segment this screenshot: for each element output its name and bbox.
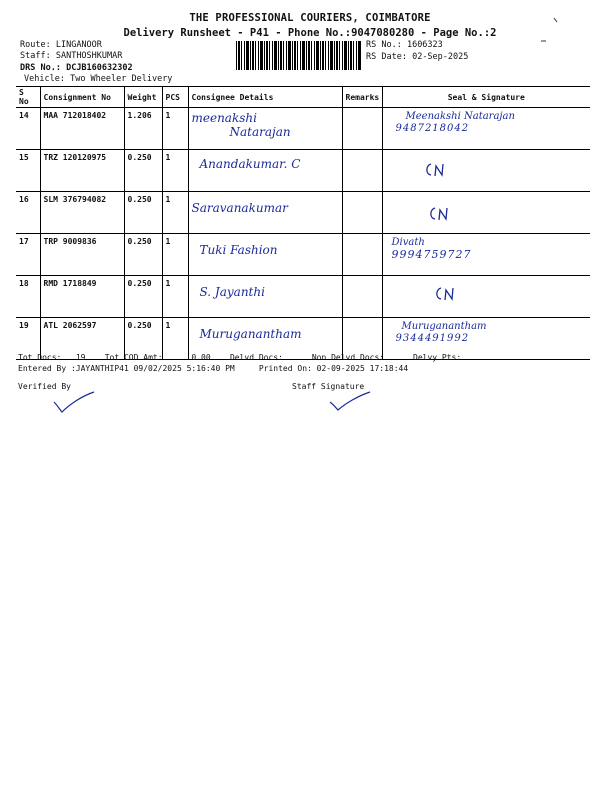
signature-phone: 9344491992 (395, 333, 470, 344)
scan-mark-icon (540, 38, 548, 44)
signature-handwriting: Muruganantham (401, 321, 487, 332)
signature-handwriting: Meenakshi Natarajan (405, 111, 515, 122)
tot-cod-label: Tot COD Amt: (104, 353, 163, 362)
rs-date-value: 02-Sep-2025 (412, 52, 469, 62)
consignee-handwriting: meenakshi (191, 111, 257, 125)
sno-cell: 17 (16, 234, 40, 276)
document-subtitle: Delivery Runsheet - P41 - Phone No.:9047080280 - Page No.:2 (123, 27, 497, 39)
printed-on-label: Printed On: (258, 364, 312, 373)
weight-cell: 0.250 (124, 276, 162, 318)
table-row (16, 234, 590, 276)
route-value: LINGANOOR (55, 40, 102, 50)
entered-by-label: Entered By : (18, 364, 76, 373)
table-row (16, 108, 590, 150)
scan-mark-icon (552, 16, 560, 24)
remarks-cell (342, 234, 382, 276)
rs-date-label: RS Date: (366, 52, 407, 62)
drs-label: DRS No.: (20, 63, 61, 73)
totals-line (18, 352, 461, 363)
staff-line (20, 51, 122, 62)
weight-cell: 0.250 (124, 318, 162, 360)
sno-cell: 19 (16, 318, 40, 360)
consignee-cell (188, 150, 342, 192)
tot-docs-value: 19 (75, 353, 86, 362)
consignment-cell: MAA 712018402 (40, 108, 124, 150)
remarks-cell (342, 108, 382, 150)
column-header: Remarks (342, 87, 382, 108)
signature-phone: 9994759727 (391, 248, 472, 261)
drs-value: DCJB160632302 (66, 63, 133, 73)
signature-phone: 9487218042 (395, 123, 470, 134)
signature-cell (382, 192, 590, 234)
consignee-handwriting: Anandakumar. C (199, 157, 301, 171)
consignee-handwriting: Muruganantham (199, 327, 302, 341)
staff-label: Staff: (20, 51, 51, 61)
sno-cell: 14 (16, 108, 40, 150)
verified-by-label: Verified By (18, 382, 71, 391)
consignment-cell: SLM 376794082 (40, 192, 124, 234)
sno-cell: 16 (16, 192, 40, 234)
signature-scribble-icon (427, 204, 451, 224)
rs-no-value: 1606323 (406, 40, 443, 50)
route-line (20, 40, 102, 51)
pcs-cell: 1 (162, 150, 188, 192)
verified-signature-icon (50, 390, 96, 416)
rs-no-label: RS No.: (366, 40, 402, 50)
staff-signature-icon (326, 390, 372, 414)
table-row (16, 192, 590, 234)
signature-cell (382, 150, 590, 192)
tot-docs-label: Tot Docs: (18, 353, 62, 362)
signature-cell (382, 108, 590, 150)
table-row (16, 276, 590, 318)
table-header-row (16, 87, 590, 108)
pcs-cell: 1 (162, 276, 188, 318)
drs-line (20, 63, 133, 74)
signature-cell (382, 276, 590, 318)
column-header: Weight (124, 87, 162, 108)
consignee-handwriting: Saravanakumar (191, 201, 288, 215)
sno-cell: 15 (16, 150, 40, 192)
signature-cell (382, 234, 590, 276)
vehicle-label: Vehicle: (24, 74, 65, 84)
route-label: Route: (20, 40, 51, 50)
tot-cod-value: 0.00 (191, 353, 211, 362)
consignee-handwriting: Natarajan (229, 125, 291, 139)
non-delvd-docs-label: Non Delvd Docs: (311, 353, 385, 362)
barcode (236, 41, 362, 70)
rs-date-line (366, 52, 468, 63)
rs-no-line (366, 40, 443, 51)
column-header: Seal & Signature (382, 87, 590, 108)
table-row (16, 150, 590, 192)
signature-scribble-icon (433, 284, 457, 304)
consignee-cell (188, 108, 342, 150)
weight-cell: 1.206 (124, 108, 162, 150)
consignee-cell (188, 234, 342, 276)
delvd-docs-label: Delvd Docs: (229, 353, 283, 362)
signature-handwriting: Divath (391, 237, 425, 248)
vehicle-value: Two Wheeler Delivery (70, 74, 173, 84)
column-header: Consignment No (40, 87, 124, 108)
consignee-handwriting: Tuki Fashion (199, 243, 278, 257)
staff-signature-label: Staff Signature (292, 382, 365, 391)
remarks-cell (342, 192, 382, 234)
consignment-cell: ATL 2062597 (40, 318, 124, 360)
document-title: THE PROFESSIONAL COURIERS, COIMBATORE (189, 12, 431, 24)
pcs-cell: 1 (162, 318, 188, 360)
entry-line (18, 363, 408, 374)
pcs-cell: 1 (162, 108, 188, 150)
remarks-cell (342, 150, 382, 192)
column-header: S No (16, 87, 40, 108)
pcs-cell: 1 (162, 192, 188, 234)
signature-scribble-icon (423, 160, 447, 180)
consignee-cell (188, 276, 342, 318)
entered-by-value: JAYANTHIP41 09/02/2025 5:16:40 PM (75, 364, 235, 373)
consignment-cell: TRP 9009836 (40, 234, 124, 276)
column-header: PCS (162, 87, 188, 108)
runsheet-table (16, 86, 590, 360)
staff-value: SANTHOSHKUMAR (55, 51, 123, 61)
remarks-cell (342, 276, 382, 318)
vehicle-line (24, 74, 172, 85)
sno-cell: 18 (16, 276, 40, 318)
consignment-cell: TRZ 120120975 (40, 150, 124, 192)
consignee-cell (188, 192, 342, 234)
weight-cell: 0.250 (124, 234, 162, 276)
weight-cell: 0.250 (124, 150, 162, 192)
weight-cell: 0.250 (124, 192, 162, 234)
consignment-cell: RMD 1718849 (40, 276, 124, 318)
consignee-handwriting: S. Jayanthi (199, 285, 265, 299)
delvy-pts-label: Delvy Pts: (413, 353, 462, 362)
pcs-cell: 1 (162, 234, 188, 276)
printed-on-value: 02-09-2025 17:18:44 (316, 364, 409, 373)
column-header: Consignee Details (188, 87, 342, 108)
